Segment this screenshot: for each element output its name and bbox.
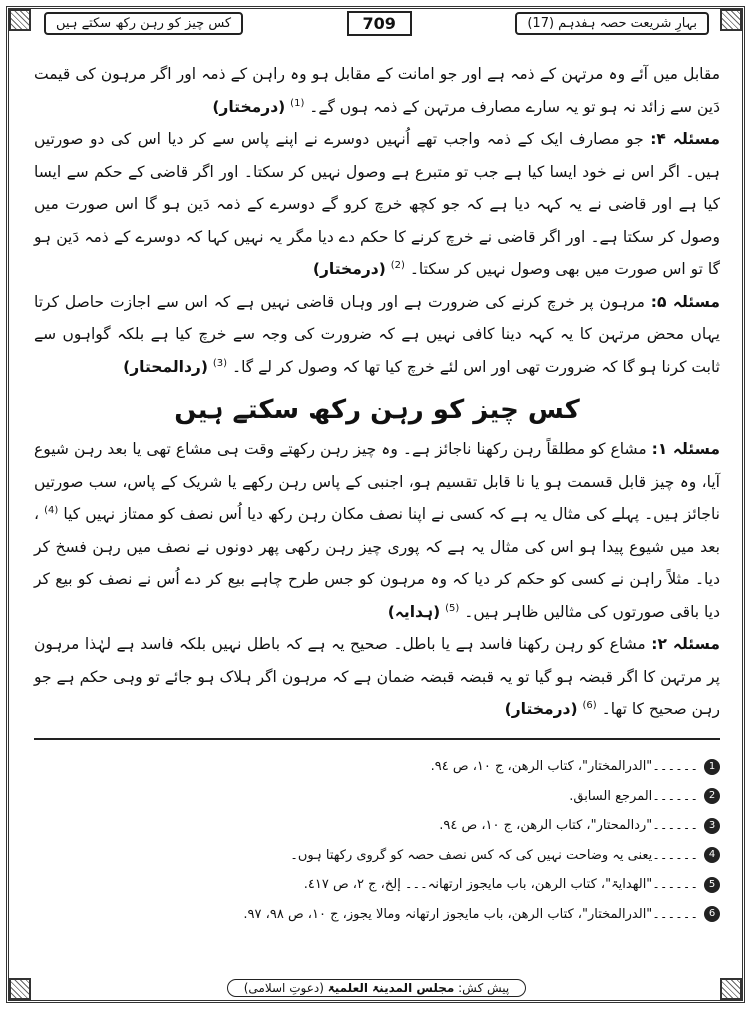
footnote-divider — [34, 738, 720, 740]
footnote-text: ۔۔۔۔۔۔"الدرالمختار"، کتاب الرھن، باب مایجوز ارتھانہ ومالا یجوز، ج ۱۰، ص ۹۸، ۹۷. — [243, 906, 698, 922]
footnote-text: ۔۔۔۔۔۔"الدرالمختار"، کتاب الرھن، ج ۱۰، ص ۹٤. — [430, 759, 698, 775]
source-citation: (درمختار) — [504, 700, 578, 718]
paragraph — [34, 58, 720, 123]
footnote-item — [34, 752, 720, 782]
source-citation: (ہدایہ) — [387, 602, 441, 621]
main-text — [34, 58, 720, 726]
footnote-item — [34, 900, 720, 930]
page-header — [24, 8, 729, 38]
masala-label: مسئلہ ۲: — [651, 635, 720, 653]
masala-label: مسئلہ ۱: — [651, 440, 720, 458]
masala-label: مسئلہ ۵: — [650, 292, 720, 311]
footnote-ref[interactable]: (6) — [582, 699, 597, 711]
footnote-text: ۔۔۔۔۔۔"الھدایۃ"، کتاب الرھن، باب مایجوز ارتھانہ۔۔۔ إلخ، ج ۲، ص ٤١٧. — [303, 877, 698, 893]
footnote-text: ۔۔۔۔۔۔یعنی یہ وضاحت نہیں کی کہ کس نصف حصہ کو گروی رکھتا ہوں۔ — [290, 847, 698, 863]
paragraph-text: مشاع کو مطلقاً رہن رکھنا ناجائز ہے۔ وہ چیز رہن رکھتے وقت ہی مشاع تھی یا بعد رہن شیوع آیا، وہ چیز قابل قسمت ہو یا نا قابل تقسیم ہو، اجنبی کے پاس رہن رکھے یا شریک کے پاس، سب صورتیں ناجائز ہیں۔ پہلے کی مثال یہ ہے کہ کسی نے اپنا نصف مکان رہن رکھ دیا اُس نصف کو ممتاز نہیں کیا — [34, 440, 720, 523]
footnotes — [34, 752, 720, 929]
page-footer — [0, 976, 753, 1000]
footnote-number: 1 — [704, 759, 720, 775]
footnote-number: 2 — [704, 788, 720, 804]
source-citation: (درمختار) — [312, 260, 386, 278]
footnote-text: ۔۔۔۔۔۔"ردالمحتار"، کتاب الرھن، ج ۱۰، ص ۹٤. — [439, 818, 698, 834]
footnote-item — [34, 782, 720, 812]
source-citation: (ردالمحتار) — [123, 357, 208, 376]
footnote-item — [34, 841, 720, 871]
masala-4 — [34, 123, 720, 286]
paragraph-text: مرہون پر خرچ کرنے کی ضرورت ہے اور وہاں قاضی نہیں ہے کہ اس سے اجازت حاصل کرتا یہاں محض مرتہن کا یہ کہہ دینا کافی نہیں ہے کہ ضرورت کی وجہ سے خرچ کیا ہے بلکہ گواہوں سے ثابت کرنا ہو گا کہ ضرورت تھی اور اس لئے خرچ کیا تھا کہ وصول کر لے گا۔ — [34, 292, 720, 376]
source-citation: (درمختار) — [212, 97, 286, 116]
footnote-number: 6 — [704, 906, 720, 922]
page-number: 709 — [347, 11, 412, 36]
footnote-ref[interactable]: (3) — [212, 357, 228, 369]
footnote-ref[interactable]: (4) — [44, 504, 59, 516]
chapter-title: کس چیز کو رہن رکھ سکتے ہیں — [44, 12, 243, 35]
book-title: بہارِ شریعت حصہ ہفدہم (17) — [515, 12, 709, 35]
footnote-ref[interactable]: (1) — [290, 97, 305, 109]
footnote-text: ۔۔۔۔۔۔المرجع السابق. — [569, 788, 698, 804]
footnote-number: 3 — [704, 818, 720, 834]
masala-5 — [34, 286, 720, 384]
paragraph-text: جو مصارف ایک کے ذمہ واجب تھے اُنہیں دوسرے نے اپنے پاس سے کر دیا اس کی دو صورتیں ہیں۔ اگر اس نے خود ایسا کیا ہے جب تو متبرع ہے وصول نہیں کر سکتا۔ اور اگر قاضی کے حکم سے ایسا کیا ہے اور قاضی نے یہ کہہ دیا ہے کہ جو کچھ خرچ کرو گے دوسرے کے ذمہ دَین ہو گا اس صورت میں وصول کر سکتا ہے۔ اور اگر قاضی نے خرچ کرنے کا حکم دے دیا مگر یہ نہیں کہا کہ دوسرے کے ذمہ دَین ہو گا تو اس صورت میں بھی وصول نہیں کر سکتا۔ — [34, 130, 720, 278]
footnote-ref[interactable]: (2) — [390, 259, 405, 271]
footnote-number: 5 — [704, 877, 720, 893]
publisher-name: مجلس المدینۃ العلمیۃ — [327, 981, 455, 995]
footnote-number: 4 — [704, 847, 720, 863]
organization-name: (دعوتِ اسلامی) — [243, 981, 324, 995]
publisher-credit — [227, 979, 527, 997]
masala-2 — [34, 628, 720, 726]
masala-label: مسئلہ ۴: — [650, 130, 720, 148]
masala-1 — [34, 433, 720, 628]
paragraph-text: مشاع کو رہن رکھنا فاسد ہے یا باطل۔ صحیح یہ ہے کہ باطل نہیں بلکہ فاسد ہے لہٰذا مرہون پر مرتہن کا اگر قبضہ ہو گیا تو یہ قبضہ قبضہ ضمان ہے کہ مرہون اگر ہلاک ہو جائے تو وہی حکم ہے جو رہن صحیح کا تھا۔ — [34, 635, 720, 718]
paragraph-text: مقابل میں آئے وہ مرتہن کے ذمہ ہے اور جو امانت کے مقابل ہو وہ راہن کے ذمہ اور اگر مرہون کی قیمت دَین سے زائد نہ ہو تو یہ سارے مصارف مرتہن کے ذمہ ہوں گے۔ — [34, 65, 720, 116]
footnote-ref[interactable]: (5) — [445, 602, 460, 614]
section-heading: کس چیز کو رہن رکھ سکتے ہیں — [174, 395, 580, 425]
footnote-item — [34, 811, 720, 841]
footnote-item — [34, 870, 720, 900]
footer-label: پیش کش: — [458, 981, 510, 995]
paragraph-text: ، بعد میں شیوع پیدا ہو اس کی مثال یہ ہے کہ پوری چیز رہن رکھی پھر دونوں نے نصف میں رہن فسخ کر دیا۔ مثلاً راہن نے کسی کو حکم کر دیا کہ وہ مرہون کو جس طرح چاہے بیع کر دے اُس نے نصف کو بیع کر دیا باقی صورتوں کی مثالیں ظاہر ہیں۔ — [34, 505, 720, 621]
